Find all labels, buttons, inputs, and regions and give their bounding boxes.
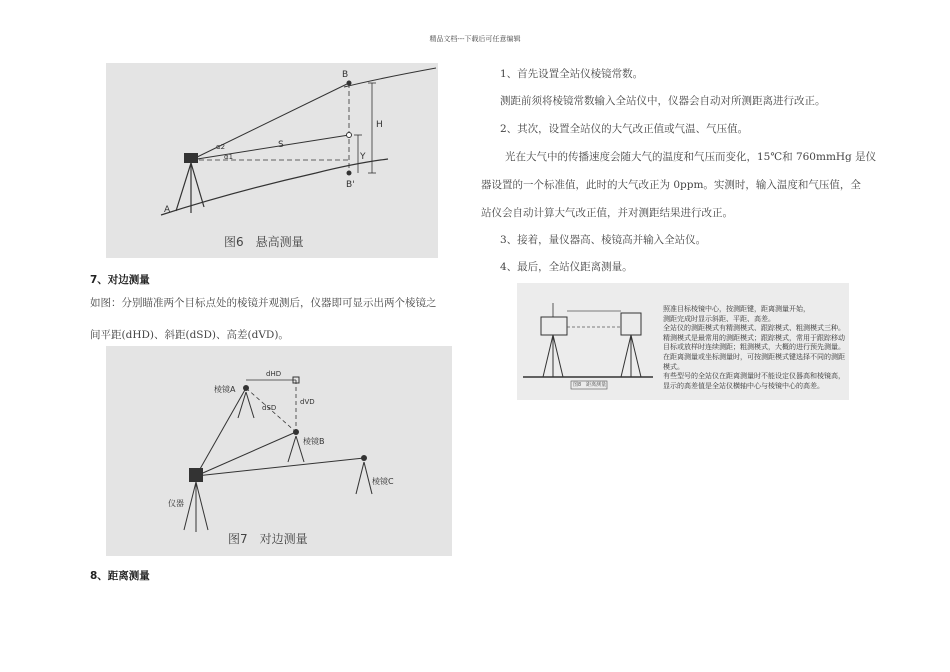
step-1: 1、首先设置全站仪棱镜常数。	[500, 68, 644, 80]
label-h: H	[376, 120, 383, 130]
section-8-title: 8、距离测量	[90, 570, 150, 582]
step-2-detail-1: 光在大气中的传播速度会随大气的温度和气压而变化，15℃和 760mmHg 是仪	[505, 151, 877, 163]
section-7-title: 7、对边测量	[90, 274, 150, 286]
label-prism-a: 棱镜A	[214, 385, 236, 394]
page-header: 精品文档---下载后可任意编辑	[429, 35, 521, 43]
note-line: 模式。	[663, 362, 684, 371]
label-a: A	[164, 205, 171, 215]
label-s: S	[278, 140, 284, 150]
note-line: 照准目标棱镜中心，按测距键，距离测量开始，	[663, 305, 810, 313]
label-alpha2: α2	[216, 143, 226, 151]
section-7-line-2: 间平距(dHD)、斜距(dSD)、高差(dVD)。	[90, 329, 289, 341]
figure-6-caption: 图6 悬高测量	[224, 235, 304, 249]
figure-8	[517, 283, 849, 400]
note-line: 在距离测量或坐标测量时，可按测距模式键选择不同的测距	[663, 352, 845, 361]
label-alpha1: α1	[224, 153, 234, 161]
note-line: 精测模式是最常用的测距模式；跟踪模式，常用于跟踪移动	[663, 333, 845, 342]
figure-6	[106, 63, 438, 258]
figure-7-diagram	[106, 346, 452, 556]
step-3: 3、接着，量仪器高、棱镜高并输入全站仪。	[500, 234, 707, 246]
note-line: 有些型号的全站仪在距离测量时不能设定仪器高和棱镜高，	[663, 372, 845, 381]
note-line: 全站仪的测距模式有精测模式、跟踪模式、粗测模式三种。	[663, 324, 845, 333]
step-2-detail-2: 器设置的一个标准值，此时的大气改正为 0ppm。实测时，输入温度和气压值，全	[481, 179, 861, 191]
note-line: 显示的高差值是全站仪横轴中心与棱镜中心的高差。	[663, 381, 824, 390]
figure-7	[106, 346, 452, 556]
figure-6-diagram	[106, 63, 438, 258]
note-line: 测距完成时显示斜距、平距、高差。	[663, 314, 775, 323]
figure-7-caption: 图7 对边测量	[228, 532, 308, 546]
label-dvd: dVD	[300, 398, 315, 406]
label-b-prime: B'	[346, 180, 355, 190]
step-2: 2、其次，设置全站仪的大气改正值或气温、气压值。	[500, 123, 749, 135]
label-dhd: dHD	[266, 370, 282, 378]
step-4: 4、最后，全站仪距离测量。	[500, 261, 633, 273]
label-dsd: dSD	[262, 404, 277, 412]
section-7-line-1: 如图：分别瞄准两个目标点处的棱镜并观测后，仪器即可显示出两个棱镜之	[90, 297, 437, 309]
step-2-detail-3: 站仪会自动计算大气改正值，并对测距结果进行改正。	[481, 207, 733, 219]
step-1-detail: 测距前须将棱镜常数输入全站仪中，仪器会自动对所测距离进行改正。	[500, 95, 826, 107]
label-prism-b: 棱镜B	[303, 437, 325, 446]
label-y: Y	[360, 152, 366, 162]
figure-8-notes	[663, 305, 845, 391]
label-prism-c: 棱镜C	[372, 477, 394, 486]
label-b: B	[342, 70, 349, 80]
note-line: 目标或放样时连续测距；粗测模式，大概的进行预先测量。	[663, 343, 845, 352]
figure-8-caption: 图8 距离测量	[573, 382, 607, 388]
label-instrument: 仪器	[168, 499, 184, 508]
